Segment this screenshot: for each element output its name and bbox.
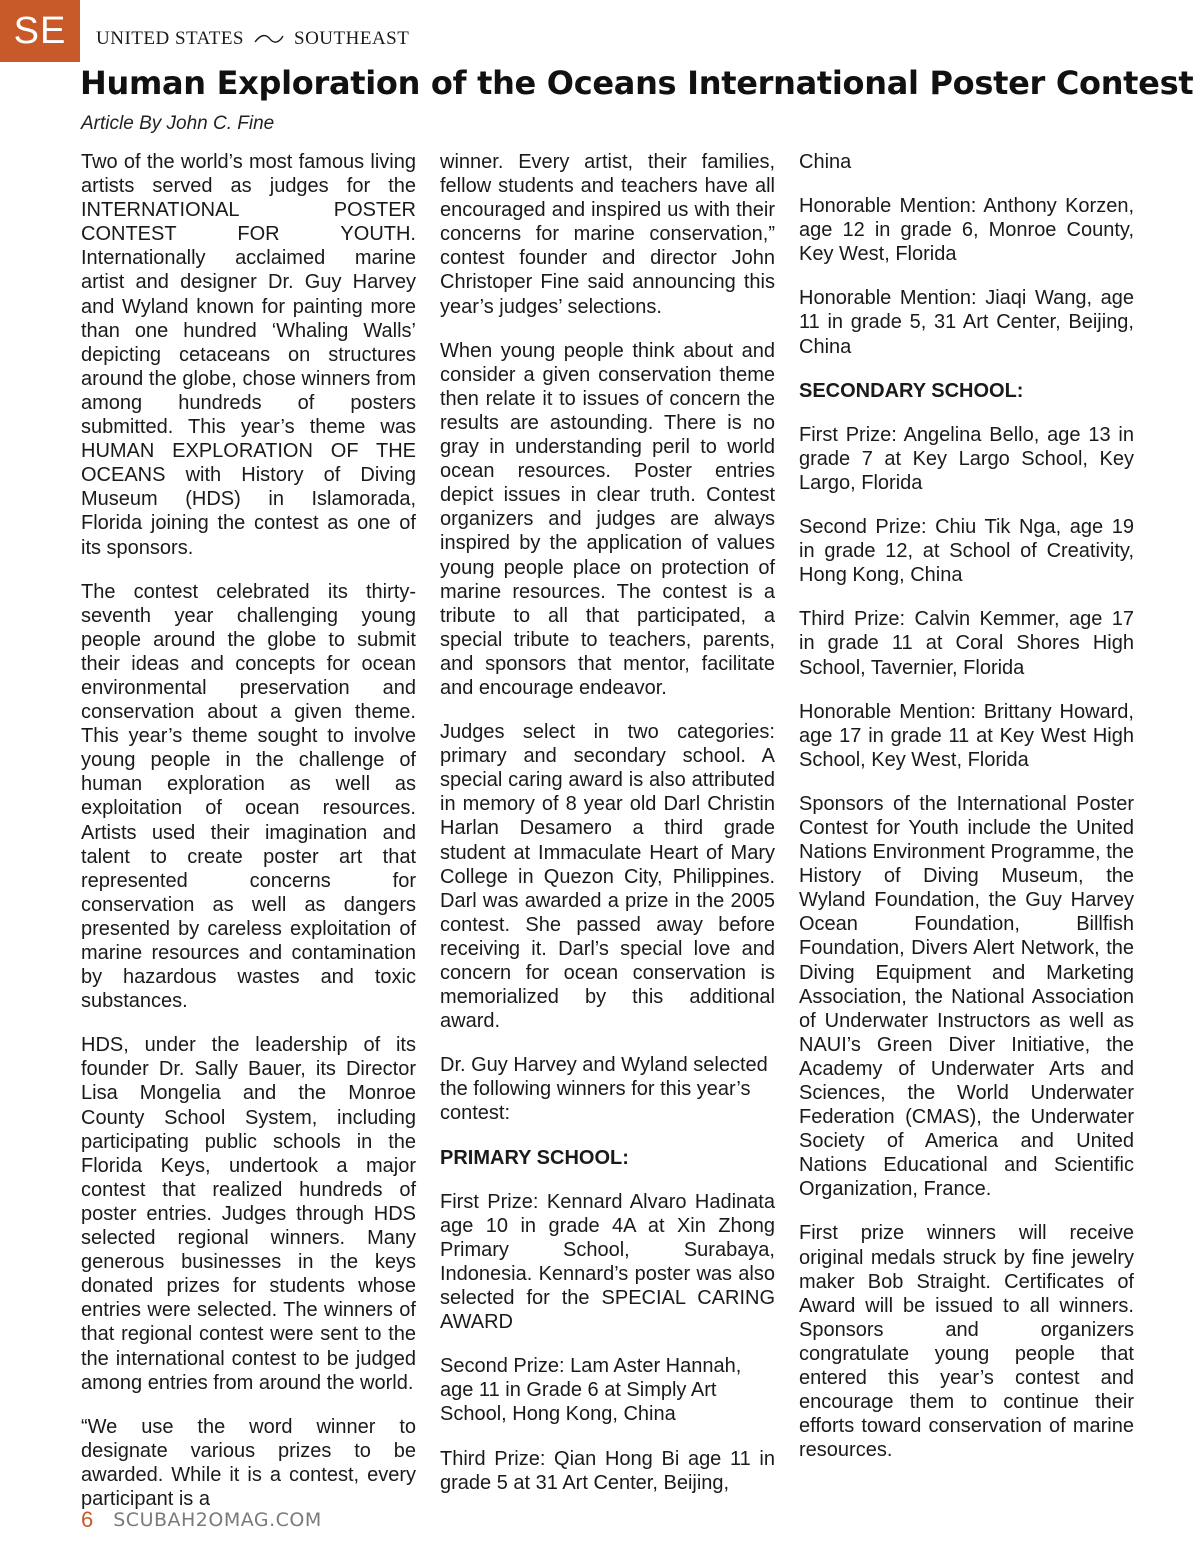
- prize-entry: Honorable Mention: Brittany Howard, age 17 in grade 11 at Key West High School, Key West, Florida: [799, 700, 1134, 771]
- paragraph: Sponsors of the International Poster Contest for Youth include the United Nations Environment Programme, the History of Diving Museum, the Wyland Foundation, the Guy Harvey Ocean Foundation, Billfish Foundation, Divers Alert Network, the Diving Equipment and Marketing Association, the National Association of Underwater Instructors as well as NAUI’s Green Diver Initiative, the Academy of Underwater Arts and Sciences, the World Underwater Federation (CMAS), the Underwater Society of America and United Nations Educational and Scientific Organization, France.: [799, 792, 1134, 1201]
- page-footer: [81, 1505, 322, 1535]
- prize-entry: China: [799, 151, 852, 173]
- site-url: SCUBAH2OMAG.COM: [113, 1509, 322, 1531]
- paragraph: First prize winners will receive original medals struck by fine jewelry maker Bob Straight. Certificates of Award will be issued to all winners. Sponsors and organizers congratulate young people that entered this year’s contest and encourage them to continue their efforts toward conservation of marine resources.: [799, 1222, 1134, 1462]
- paragraph: The contest celebrated its thirty-seventh year challenging young people around the globe to submit their ideas and concepts for ocean environmental preservation and conservation about a given theme. This year’s theme sought to involve young people in the challenge of human exploration as well as exploitation of ocean resources. Artists used their imagination and talent to create poster art that represented concerns for conservation as well as dangers presented by careless exploitation of marine resources and contamination by hazardous wastes and toxic substances.: [81, 580, 416, 1013]
- article-byline: Article By John C. Fine: [81, 113, 275, 134]
- paragraph: “We use the word winner to designate various prizes to be awarded. While it is a contest, every participant is a: [81, 1415, 416, 1510]
- tilde-swoosh-icon: [254, 33, 284, 45]
- column-2: [440, 150, 775, 1515]
- column-3: [799, 150, 1134, 1482]
- paragraph: When young people think about and consider a given conservation theme then relate it to issues of concern the results are astounding. There is no gray in understanding peril to world ocean resources. Poster entries depict issues in clear truth. Contest organizers and judges are always inspired by the application of values young people place on protection of marine resources. The contest is a tribute to all that participated, a special tribute to teachers, parents, and sponsors that mentor, facilitate and encourage endeavor.: [440, 339, 775, 699]
- paragraph: Dr. Guy Harvey and Wyland selected the following winners for this year’s contest:: [440, 1054, 768, 1125]
- prize-entry: Honorable Mention: Jiaqi Wang, age 11 in grade 5, 31 Art Center, Beijing, China: [799, 287, 1134, 358]
- prize-entry: Third Prize: Calvin Kemmer, age 17 in grade 11 at Coral Shores High School, Tavernier, Florida: [799, 608, 1134, 679]
- paragraph: winner. Every artist, their families, fellow students and teachers have all encouraged and inspired us with their concerns for marine conservation,” contest founder and director John Christoper Fine said announcing this year’s judges’ selections.: [440, 151, 775, 318]
- section-badge: SE: [0, 0, 80, 62]
- paragraph: Judges select in two categories: primary and secondary school. A special caring award is also attributed in memory of 8 year old Darl Christin Harlan Desamero a third grade student at Immaculate Heart of Mary College in Quezon City, Philippines. Darl was awarded a prize in the 2005 contest. She passed away before receiving it. Darl’s special love and concern for ocean conservation is memorialized by this additional award.: [440, 721, 775, 1033]
- column-1: [81, 150, 416, 1531]
- prize-entry: Honorable Mention: Anthony Korzen, age 12 in grade 6, Monroe County, Key West, Florida: [799, 195, 1134, 266]
- paragraph: Two of the world’s most famous living artists served as judges for the INTERNATIONAL POSTER CONTEST FOR YOUTH. Internationally acclaimed marine artist and designer Dr. Guy Harvey and Wyland known for painting more than one hundred ‘Whaling Walls’ depicting cetaceans on structures around the globe, chose winners from among hundreds of posters submitted. This year’s theme was HUMAN EXPLORATION OF THE OCEANS with History of Diving Museum (HDS) in Islamorada, Florida joining the contest as one of its sponsors.: [81, 151, 416, 559]
- prize-entry: First Prize: Kennard Alvaro Hadinata age 10 in grade 4A at Xin Zhong Primary School, Surabaya, Indonesia. Kennard’s poster was also selected for the SPECIAL CARING AWARD: [440, 1190, 775, 1334]
- paragraph: HDS, under the leadership of its founder Dr. Sally Bauer, its Director Lisa Mongelia and the Monroe County School System, including participating public schools in the Florida Keys, undertook a major contest that realized hundreds of poster entries. Judges through HDS selected regional winners. Many generous businesses in the keys donated prizes for students whose entries were selected. The winners of that regional contest were sent to the the international contest to be judged among entries from around the world.: [81, 1034, 416, 1394]
- region-label: [96, 27, 409, 51]
- secondary-school-heading: SECONDARY SCHOOL:: [799, 379, 1024, 402]
- prize-entry: Second Prize: Chiu Tik Nga, age 19 in grade 12, at School of Creativity, Hong Kong, China: [799, 516, 1134, 587]
- primary-school-heading: PRIMARY SCHOOL:: [440, 1146, 629, 1169]
- page-number: 6: [81, 1507, 94, 1532]
- region-country: UNITED STATES: [96, 28, 244, 49]
- region-area: SOUTHEAST: [294, 28, 410, 49]
- prize-entry: Second Prize: Lam Aster Hannah, age 11 in Grade 6 at Simply Art School, Hong Kong, China: [440, 1355, 742, 1426]
- prize-entry: First Prize: Angelina Bello, age 13 in grade 7 at Key Largo School, Key Largo, Florida: [799, 423, 1134, 494]
- prize-entry: Third Prize: Qian Hong Bi age 11 in grade 5 at 31 Art Center, Beijing,: [440, 1447, 775, 1494]
- article-title: Human Exploration of the Oceans International Poster Contest: [80, 64, 1194, 102]
